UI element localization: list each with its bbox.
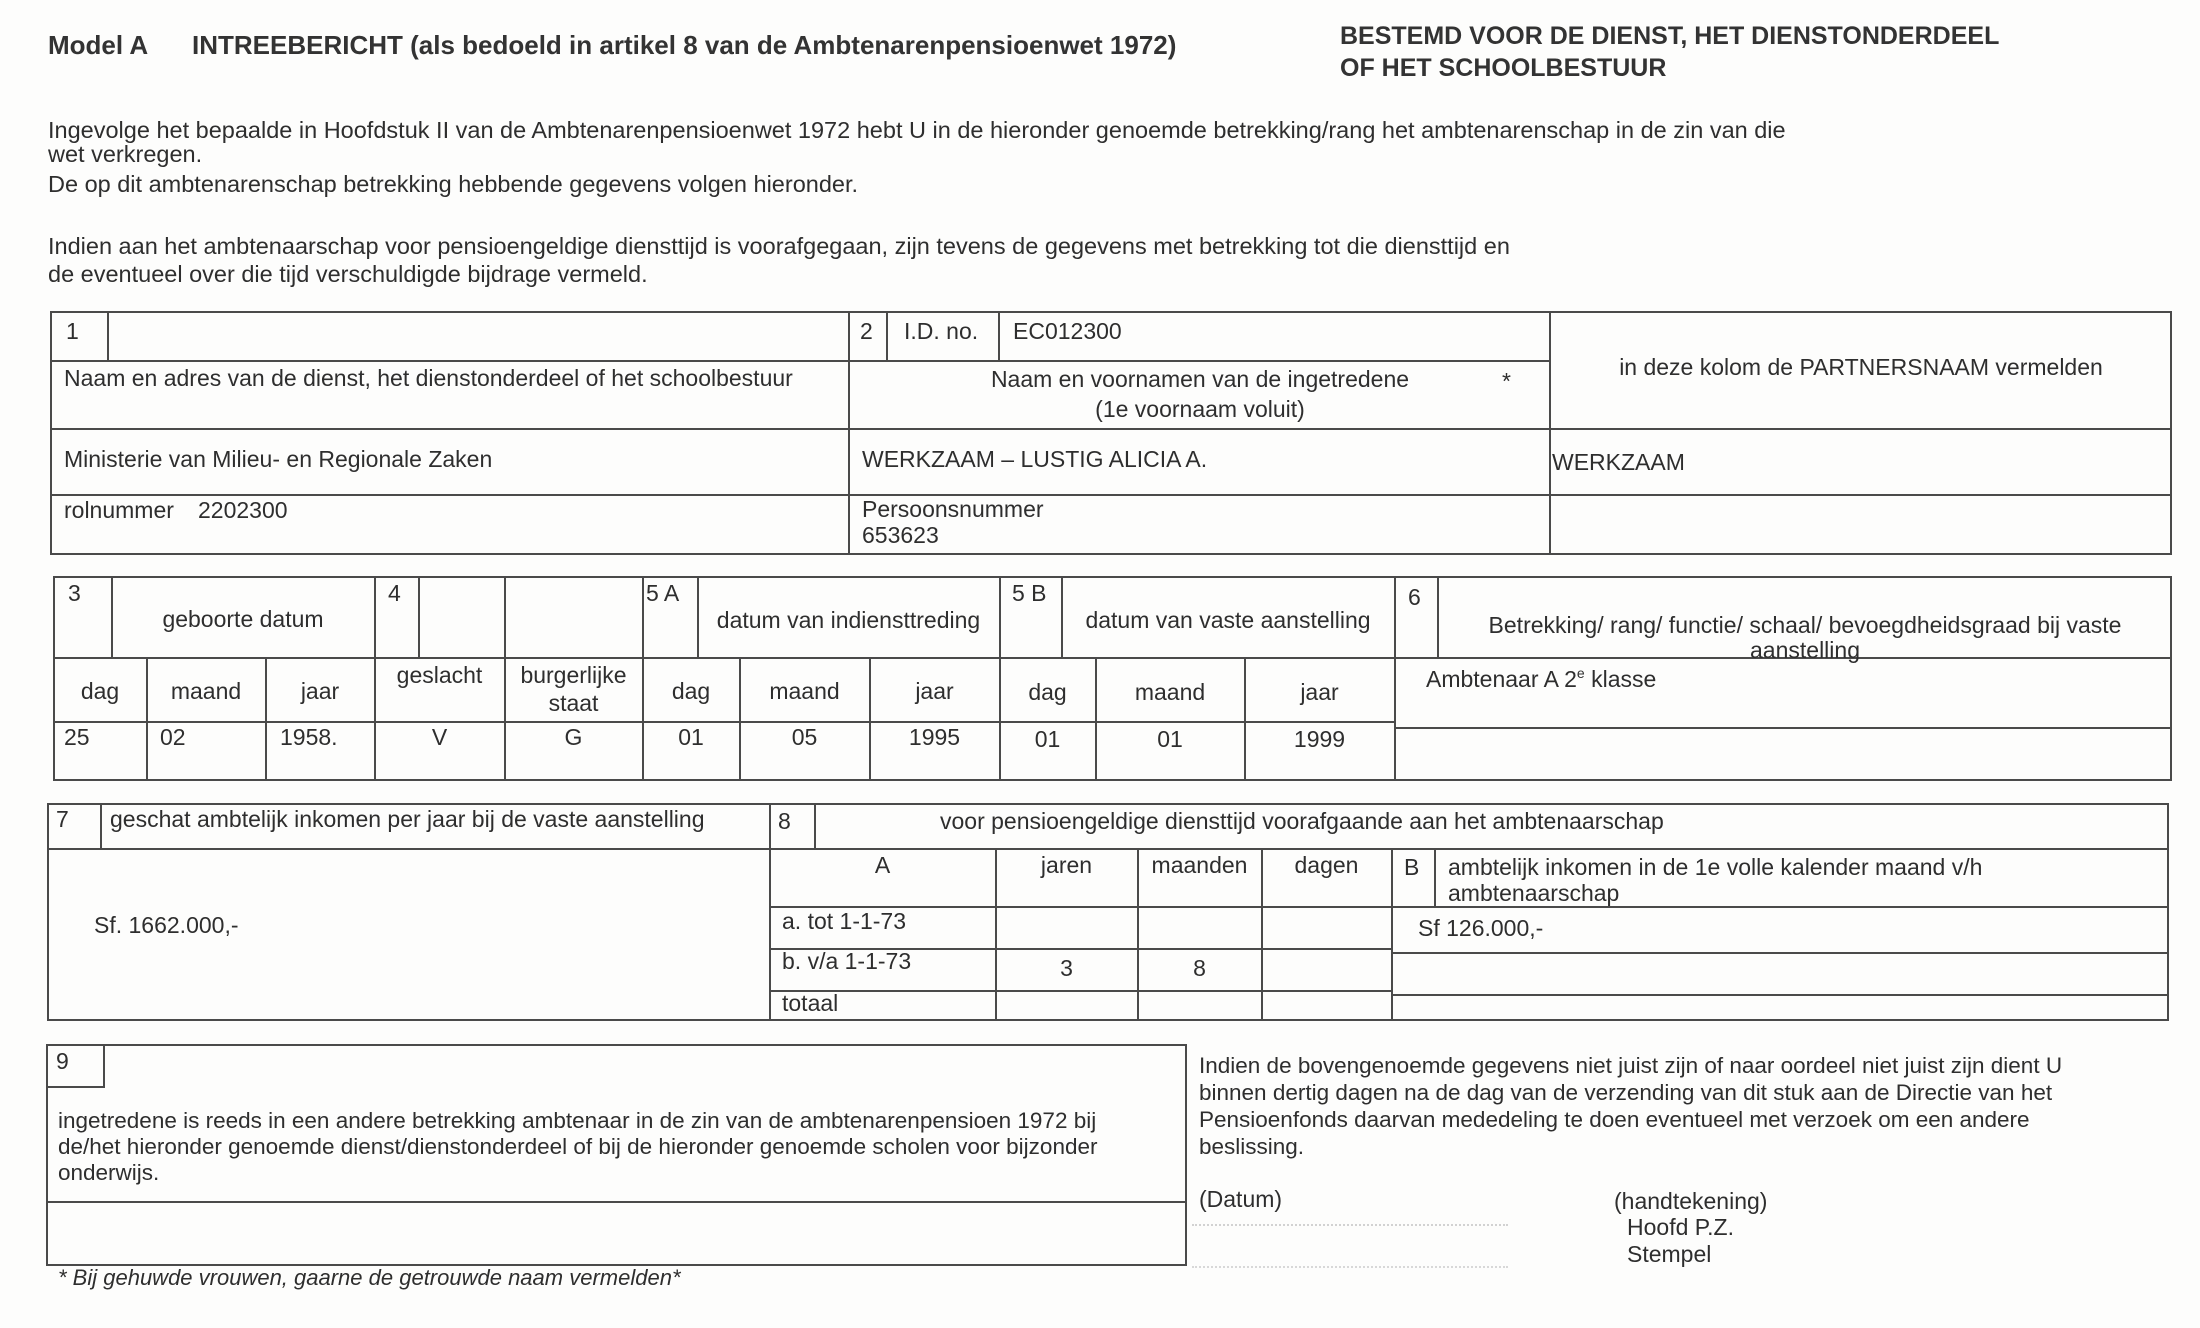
footnote: * Bij gehuwde vrouwen, gaarne de getrouwde naam vermelden* — [58, 1265, 681, 1290]
divider — [770, 990, 1391, 992]
section-6-label-line2: aanstelling — [1750, 637, 1860, 663]
signatory-title: Hoofd P.Z. — [1627, 1214, 1734, 1240]
divider — [869, 657, 871, 781]
burgerlijke-staat-value[interactable]: G — [564, 724, 583, 750]
divider — [50, 428, 2172, 430]
datum-label: (Datum) — [1199, 1186, 1283, 1212]
service-row-label: a. tot 1-1-73 — [782, 908, 907, 934]
divider — [1391, 848, 1393, 1021]
section-1-label: Naam en adres van de dienst, het dienstonderdeel of het schoolbestuur — [64, 365, 793, 391]
birth-col-maand: maand — [170, 678, 242, 704]
appointment-maand[interactable]: 01 — [1157, 726, 1183, 752]
section-9-text-line1: ingetredene is reeds in een andere betrekking ambtenaar in de zin van de ambtenarenpensioen 1972 bij — [58, 1108, 1097, 1133]
appointment-col-jaar: jaar — [1300, 679, 1339, 705]
service-row-label: totaal — [782, 990, 839, 1016]
divider — [53, 721, 1395, 723]
burgerlijke-staat-label-line1: burgerlijke — [520, 662, 627, 688]
section-5b-label: datum van vaste aanstelling — [1085, 607, 1371, 633]
divider — [100, 803, 102, 849]
stamp-label: Stempel — [1627, 1241, 1712, 1267]
divider — [1391, 952, 2169, 954]
section-6-value[interactable] — [1426, 666, 1656, 692]
divider — [1549, 311, 1551, 555]
col-jaren-label: jaren — [1040, 852, 1093, 878]
appointment-col-dag: dag — [1028, 679, 1067, 705]
birth-col-dag: dag — [80, 678, 120, 704]
section-3-label: geboorte datum — [162, 606, 324, 632]
col-dagen-label: dagen — [1294, 852, 1359, 878]
service-row-label: b. v/a 1-1-73 — [782, 948, 912, 974]
divider — [770, 906, 2169, 908]
destination-line-1: BESTEMD VOOR DE DIENST, HET DIENSTONDERDEEL — [1340, 22, 2000, 50]
divider — [107, 311, 109, 361]
function-text: Ambtenaar A 2 — [1426, 666, 1577, 692]
intro-p1-line1: Ingevolge het bepaalde in Hoofdstuk II van de Ambtenarenpensioenwet 1972 hebt U in de hieronder genoemde betrekking/rang het ambtenarenschap in de zin van die — [48, 117, 1786, 143]
section-9-text-line3: onderwijs. — [58, 1160, 160, 1185]
section-8b-number: B — [1404, 854, 1420, 880]
birth-maand[interactable]: 02 — [160, 724, 186, 750]
section-5b-number: 5 B — [1012, 580, 1047, 606]
entry-col-jaar: jaar — [915, 678, 954, 704]
entry-maand[interactable]: 05 — [791, 724, 818, 750]
partner-value[interactable]: WERKZAAM — [1552, 449, 1685, 475]
divider — [769, 803, 771, 1021]
section-9-number-box — [46, 1044, 105, 1088]
divider — [886, 311, 888, 361]
section-2-value[interactable]: WERKZAAM – LUSTIG ALICIA A. — [862, 446, 1208, 472]
section-7-number: 7 — [56, 806, 69, 832]
form-title: INTREEBERICHT (als bedoeld in artikel 8 van de Ambtenarenpensioenwet 1972) — [192, 30, 1177, 60]
birth-dag[interactable]: 25 — [64, 724, 90, 750]
asterisk-marker: * — [1502, 368, 1511, 394]
section-8b-label-line2: ambtenaarschap — [1448, 880, 1620, 906]
divider — [998, 311, 1000, 361]
correction-notice — [1199, 1052, 2062, 1160]
divider — [1391, 994, 2169, 996]
handtekening-label: (handtekening) — [1614, 1188, 1768, 1214]
divider — [739, 657, 741, 781]
notice-line3: Pensioenfonds daarvan mededeling te doen eventueel met verzoek om een andere — [1199, 1107, 2030, 1132]
rolnummer-value[interactable]: 2202300 — [198, 497, 288, 523]
intro-paragraph-2 — [48, 232, 1510, 288]
section-9-text — [58, 1108, 1097, 1186]
intro-p1-line2: wet verkregen. — [48, 141, 203, 167]
entry-dag[interactable]: 01 — [678, 724, 704, 750]
section-5a-number: 5 A — [646, 580, 680, 606]
section-1-number: 1 — [66, 318, 79, 344]
id-no-label: I.D. no. — [904, 318, 979, 344]
intro-p2-line2: de eventueel over die tijd verschuldigde bijdrage vermeld. — [48, 261, 648, 287]
rolnummer-label: rolnummer — [64, 497, 174, 523]
divider — [1395, 727, 2172, 729]
divider — [1434, 848, 1436, 907]
entry-col-dag: dag — [671, 678, 711, 704]
divider — [814, 803, 816, 849]
section-3-number: 3 — [68, 580, 81, 606]
birth-jaar[interactable]: 1958. — [280, 724, 338, 750]
intro-p1-line3: De op dit ambtenarenschap betrekking hebbende gegevens volgen hieronder. — [48, 171, 859, 197]
table-income-border — [47, 803, 2169, 1021]
section-2-label-line1: Naam en voornamen van de ingetredene — [990, 366, 1410, 392]
divider — [1394, 576, 1396, 781]
appointment-jaar[interactable]: 1999 — [1293, 726, 1346, 752]
destination-note — [1340, 20, 1999, 84]
geslacht-label: geslacht — [396, 662, 483, 688]
divider — [46, 1201, 1187, 1203]
geslacht-value[interactable]: V — [431, 724, 448, 750]
appointment-dag[interactable]: 01 — [1034, 726, 1061, 752]
divider — [146, 657, 148, 781]
section-2-label-line2: (1e voornaam voluit) — [1095, 396, 1305, 422]
col-a-label: A — [874, 852, 891, 878]
section-7-value[interactable]: Sf. 1662.000,- — [94, 912, 239, 938]
divider — [47, 848, 2169, 850]
table-identity-border — [50, 311, 2172, 555]
divider — [1095, 657, 1097, 781]
intro-p2-line1: Indien aan het ambtenaarschap voor pensioengeldige diensttijd is voorafgegaan, zijn tevens de gegevens met betrekking tot die diensttijd en — [48, 233, 1510, 259]
destination-line-2: OF HET SCHOOLBESTUUR — [1340, 54, 1667, 82]
birth-col-jaar: jaar — [300, 678, 340, 704]
section-9-number: 9 — [56, 1048, 69, 1074]
datum-field[interactable] — [1192, 1224, 1508, 1268]
id-no-value[interactable]: EC012300 — [1013, 318, 1122, 344]
section-8b-label-line1: ambtelijk inkomen in de 1e volle kalender maand v/h — [1448, 854, 1983, 880]
divider — [50, 494, 2172, 496]
divider — [848, 311, 850, 555]
entry-col-maand: maand — [769, 678, 840, 704]
function-class: klasse — [1584, 666, 1657, 692]
section-6-number: 6 — [1408, 584, 1421, 610]
section-9-text-line2: de/het hieronder genoemde dienst/dienstonderdeel of bij de hieronder genoemde scholen voor bijzonder — [58, 1134, 1098, 1159]
service-row-maanden[interactable]: 8 — [1193, 955, 1206, 981]
form-model: Model A — [48, 30, 149, 60]
col-maanden-label: maanden — [1151, 852, 1248, 878]
divider — [418, 576, 420, 658]
section-8b-value[interactable]: Sf 126.000,- — [1418, 915, 1544, 941]
section-8-number: 8 — [778, 808, 791, 834]
notice-line2: binnen dertig dagen na de dag van de verzending van dit stuk aan de Directie van het — [1199, 1080, 2053, 1105]
appointment-col-maand: maand — [1134, 679, 1206, 705]
service-row-jaren[interactable]: 3 — [1060, 955, 1073, 981]
intro-paragraph-1 — [48, 116, 1786, 198]
burgerlijke-staat-label-line2: staat — [548, 690, 599, 716]
section-5a-label: datum van indiensttreding — [716, 607, 981, 633]
persoonsnummer-label: Persoonsnummer — [862, 496, 1044, 522]
notice-line4: beslissing. — [1199, 1134, 1305, 1159]
section-4-number: 4 — [388, 580, 401, 606]
partner-label: in deze kolom de PARTNERSNAAM vermelden — [1619, 354, 2103, 380]
divider — [1244, 657, 1246, 781]
section-1-value[interactable]: Ministerie van Milieu- en Regionale Zaken — [64, 446, 493, 472]
notice-line1: Indien de bovengenoemde gegevens niet juist zijn of naar oordeel niet juist zijn dient U — [1199, 1053, 2063, 1078]
persoonsnummer-value[interactable]: 653623 — [862, 522, 939, 548]
divider — [50, 360, 1550, 362]
ordinal-suffix: e — [1576, 665, 1585, 681]
section-2-number: 2 — [860, 318, 873, 344]
section-7-label: geschat ambtelijk inkomen per jaar bij de vaste aanstelling — [110, 806, 705, 832]
section-8-label: voor pensioengeldige diensttijd voorafgaande aan het ambtenaarschap — [940, 808, 1664, 834]
entry-jaar[interactable]: 1995 — [908, 724, 961, 750]
divider — [265, 657, 267, 781]
section-6-label-line1: Betrekking/ rang/ functie/ schaal/ bevoegdheidsgraad bij vaste — [1488, 612, 2122, 638]
